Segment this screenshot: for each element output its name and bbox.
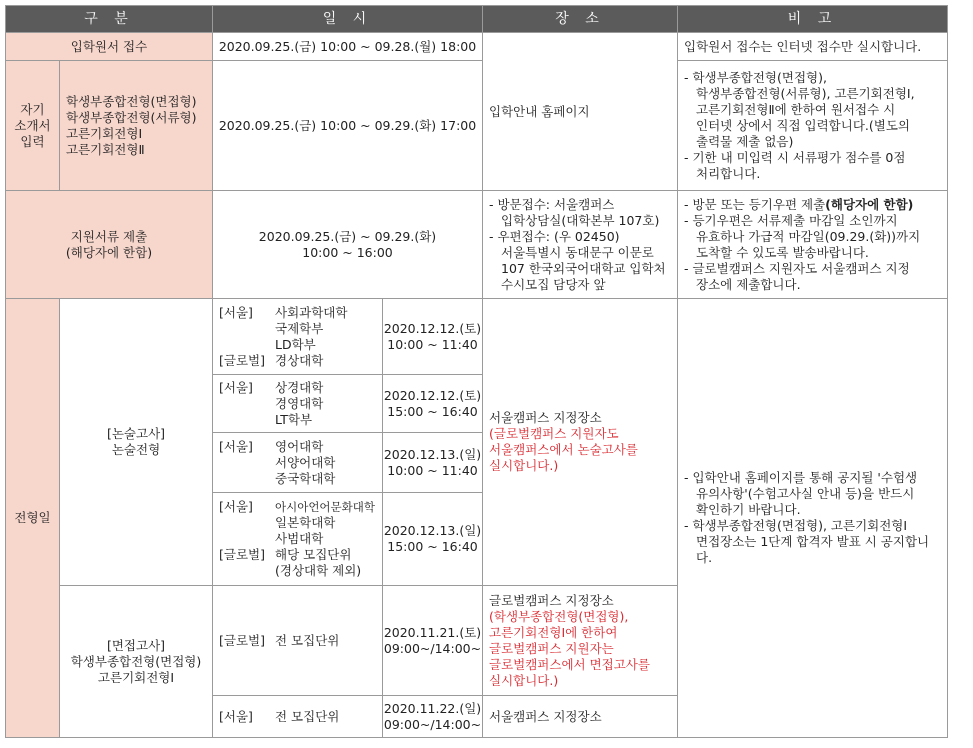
interview-units-global: [글로벌] 전 모집단위 — [213, 586, 383, 696]
essay-place: 서울캠퍼스 지정장소 (글로벌캠퍼스 지원자도 서울캠퍼스에서 논술고사를 실시합니다.) — [483, 299, 678, 586]
self-intro-place: 입학안내 홈페이지 — [483, 33, 678, 191]
row-label-self-intro: 자기 소개서 입력 — [6, 61, 60, 191]
essay-date-1: 2020.12.12.(토) 10:00 ~ 11:40 — [383, 299, 483, 375]
admission-schedule-table — [5, 5, 948, 738]
documents-note: - 방문 또는 등기우편 제출(해당자에 한함) - 등기우편은 서류제출 마감일 소인까지 유효하나 가급적 마감일(09.29.(화))까지 도착할 수 있도록 발송바랍니다. - 글로벌캠퍼스 지원자도 서울캠퍼스 지정 장소에 제출합니다. — [678, 191, 948, 299]
application-note: 입학원서 접수는 인터넷 접수만 실시합니다. — [678, 33, 948, 61]
exam-note: - 입학안내 홈페이지를 통해 공지될 '수험생 유의사항'(수험고사실 안내 등)을 반드시 확인하기 바랍니다. - 학생부종합전형(면접형), 고른기회전형Ⅰ 면접장소는 1단계 합격자 발표 시 공지합니다. — [678, 299, 948, 738]
row-label-documents: 지원서류 제출 (해당자에 한함) — [6, 191, 213, 299]
table-header-row — [6, 6, 948, 33]
row-label-application: 입학원서 접수 — [6, 33, 213, 61]
documents-place: - 방문접수: 서울캠퍼스 입학상담실(대학본부 107호) - 우편접수: (우 02450) 서울특별시 동대문구 이문로 107 한국외국어대학교 입학처 수시모집 담당자 앞 — [483, 191, 678, 299]
header-place: 장 소 — [483, 6, 678, 33]
documents-date: 2020.09.25.(금) ~ 09.29.(화) 10:00 ~ 16:00 — [213, 191, 483, 299]
interview-place-seoul: 서울캠퍼스 지정장소 — [483, 696, 678, 738]
essay-date-3: 2020.12.13.(일) 10:00 ~ 11:40 — [383, 433, 483, 493]
essay-label: [논술고사] 논술전형 — [60, 299, 213, 586]
self-intro-note: - 학생부종합전형(면접형), 학생부종합전형(서류형), 고른기회전형Ⅰ, 고른기회전형Ⅱ에 한하여 원서접수 시 인터넷 상에서 직접 입력합니다.(별도의 출력물 제출 없음) - 기한 내 미입력 시 서류평가 점수를 0점 처리합니다. — [678, 61, 948, 191]
table-row — [6, 61, 948, 191]
interview-place-global: 글로벌캠퍼스 지정장소 (학생부종합전형(면접형), 고른기회전형Ⅰ에 한하여 글로벌캠퍼스 지원자는 글로벌캠퍼스에서 면접고사를 실시합니다.) — [483, 586, 678, 696]
essay-date-4: 2020.12.13.(일) 15:00 ~ 16:40 — [383, 493, 483, 586]
essay-date-2: 2020.12.12.(토) 15:00 ~ 16:40 — [383, 375, 483, 433]
interview-date-global: 2020.11.21.(토) 09:00~/14:00~ — [383, 586, 483, 696]
table-row — [6, 191, 948, 299]
essay-units-1: [서울] 사회과학대학 국제학부 LD학부 [글로벌] 경상대학 — [213, 299, 383, 375]
application-date: 2020.09.25.(금) 10:00 ~ 09.28.(월) 18:00 — [213, 33, 483, 61]
row-label-exam-day: 전형일 — [6, 299, 60, 738]
interview-label: [면접고사] 학생부종합전형(면접형) 고른기회전형Ⅰ — [60, 586, 213, 738]
table-row — [6, 299, 948, 375]
self-intro-tracks: 학생부종합전형(면접형) 학생부종합전형(서류형) 고른기회전형Ⅰ 고른기회전형Ⅱ — [60, 61, 213, 191]
header-remarks: 비 고 — [678, 6, 948, 33]
table-row — [6, 33, 948, 61]
essay-units-4: [서울] 아시아언어문화대학 일본학대학 사범대학 [글로벌] 해당 모집단위 (경상대학 제외) — [213, 493, 383, 586]
essay-units-2: [서울] 상경대학 경영대학 LT학부 — [213, 375, 383, 433]
self-intro-date: 2020.09.25.(금) 10:00 ~ 09.29.(화) 17:00 — [213, 61, 483, 191]
interview-date-seoul: 2020.11.22.(일) 09:00~/14:00~ — [383, 696, 483, 738]
interview-units-seoul: [서울] 전 모집단위 — [213, 696, 383, 738]
essay-units-3: [서울] 영어대학 서양어대학 중국학대학 — [213, 433, 383, 493]
header-category: 구 분 — [6, 6, 213, 33]
header-datetime: 일 시 — [213, 6, 483, 33]
